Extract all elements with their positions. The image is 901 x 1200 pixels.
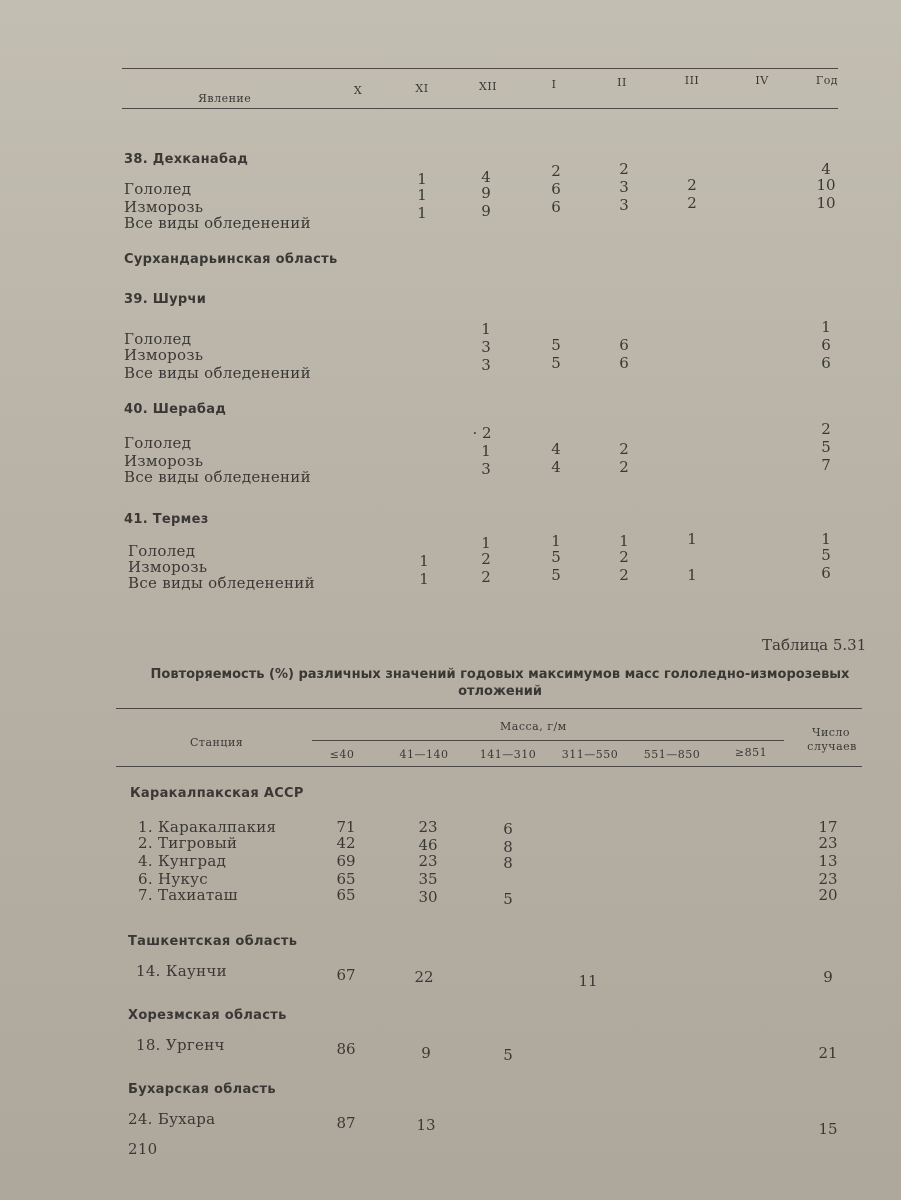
cell-value: 35 (418, 870, 438, 888)
station-title: 38. Дехканабад (124, 152, 249, 167)
cell-value: 11 (578, 972, 598, 990)
cell-value: 86 (336, 1040, 356, 1058)
cell-value: 1 (481, 442, 491, 460)
region-title: Ташкентская область (128, 934, 298, 949)
cell-value: 6 (821, 336, 831, 354)
row-label: Гололед (124, 330, 192, 348)
cell-value: 23 (818, 870, 838, 888)
cell-value: 3 (481, 338, 491, 356)
cell-value: 1 (821, 530, 831, 548)
row-label: Гололед (124, 180, 192, 198)
cell-value: 6 (551, 180, 561, 198)
cell-value: 42 (336, 834, 356, 852)
cell-value: 6 (619, 354, 629, 372)
station-title: 39. Шурчи (124, 292, 207, 307)
station-label: 2. Тигровый (138, 834, 238, 852)
row-label: Гололед (124, 434, 192, 452)
cell-value: 13 (818, 852, 838, 870)
cell-value: 4 (551, 440, 561, 458)
cell-value: 5 (821, 546, 831, 564)
cell-value: 1 (417, 186, 427, 204)
cell-value: 4 (551, 458, 561, 476)
table1-header-month-x: X (353, 84, 363, 97)
cell-value: 23 (818, 834, 838, 852)
station-title: 40. Шерабад (124, 402, 227, 417)
cell-value: 65 (336, 886, 356, 904)
cell-value: 2 (687, 176, 697, 194)
page-number: 210 (128, 1140, 158, 1158)
table2-mass-rule (312, 740, 784, 741)
cell-value: 17 (818, 818, 838, 836)
cell-value: 30 (418, 888, 438, 906)
table1-header-phenomenon: Явление (198, 92, 252, 105)
cell-value: 67 (336, 966, 356, 984)
cell-value: 21 (818, 1044, 838, 1062)
cell-value: 1 (417, 204, 427, 222)
table1-header-rule (122, 108, 838, 109)
cell-value: 23 (418, 818, 438, 836)
cell-value: 1 (687, 530, 697, 548)
region-title: Бухарская область (128, 1082, 276, 1097)
station-label: 4. Кунград (138, 852, 227, 870)
cell-value: 4 (481, 168, 491, 186)
row-label: Все виды обледенений (124, 364, 311, 382)
cell-value: 8 (503, 838, 513, 856)
cell-value: 20 (818, 886, 838, 904)
cell-value: 69 (336, 852, 356, 870)
table2-header-range: ≤40 (329, 748, 355, 761)
cell-value: 15 (818, 1120, 838, 1138)
cell-value: 9 (481, 184, 491, 202)
table-title: Повторяемость (%) различных значений годовых максимумов масс гололедно-изморозевых отложений (150, 667, 850, 699)
cell-value: 87 (336, 1114, 356, 1132)
cell-value: 1 (551, 532, 561, 550)
cell-value: 7 (821, 456, 831, 474)
cell-value: 2 (619, 548, 629, 566)
cell-value: 9 (823, 968, 833, 986)
cell-value: 9 (481, 202, 491, 220)
row-label: Изморозь (124, 198, 204, 216)
table2-header-range: ≥851 (734, 746, 768, 759)
station-label: 7. Тахиаташ (138, 886, 238, 904)
cell-value: 2 (481, 550, 491, 568)
cell-value: 1 (417, 170, 427, 188)
row-label: Изморозь (124, 346, 204, 364)
table2-header-range: 551—850 (643, 748, 701, 761)
cell-value: 2 (687, 194, 697, 212)
cell-value: 6 (821, 564, 831, 582)
cell-value: 22 (414, 968, 434, 986)
cell-value: 3 (619, 178, 629, 196)
cell-value: 5 (551, 566, 561, 584)
cell-value: 6 (619, 336, 629, 354)
region-title: Сурхандарьинская область (124, 252, 338, 267)
cell-value: 3 (481, 356, 491, 374)
table1-header-month-ii: II (617, 76, 627, 89)
cell-value: 5 (551, 548, 561, 566)
cell-value: · 2 (472, 424, 492, 442)
cell-value: 1 (687, 566, 697, 584)
row-label: Изморозь (124, 452, 204, 470)
cell-value: 2 (481, 568, 491, 586)
table2-header-rule (116, 766, 862, 767)
row-label: Все виды обледенений (124, 468, 311, 486)
table-caption: Таблица 5.31 (762, 636, 867, 654)
table1-header-year: Год (815, 74, 839, 87)
station-label: 6. Нукус (138, 870, 208, 888)
station-label: 14. Каунчи (136, 962, 227, 980)
cell-value: 4 (821, 160, 831, 178)
cell-value: 2 (551, 162, 561, 180)
table1-header-month-xii: XII (478, 80, 498, 93)
table2-header-range: 141—310 (479, 748, 537, 761)
row-label: Гололед (128, 542, 196, 560)
station-title: 41. Термез (124, 512, 209, 527)
cell-value: 6 (821, 354, 831, 372)
cell-value: 1 (419, 552, 429, 570)
cell-value: 5 (551, 336, 561, 354)
cell-value: 2 (619, 566, 629, 584)
cell-value: 8 (503, 854, 513, 872)
region-title: Каракалпакская АССР (130, 786, 304, 801)
cell-value: 5 (503, 1046, 513, 1064)
table2-header-count-line1: Число (811, 726, 851, 739)
cell-value: 5 (821, 438, 831, 456)
cell-value: 6 (503, 820, 513, 838)
cell-value: 2 (619, 440, 629, 458)
table1-top-rule (122, 68, 838, 69)
table1-header-month-iii: III (684, 74, 700, 87)
table1-header-month-i: I (551, 78, 557, 91)
table1-header-month-iv: IV (755, 74, 769, 87)
table2-header-station: Станция (190, 736, 244, 749)
station-label: 24. Бухара (128, 1110, 216, 1128)
cell-value: 71 (336, 818, 356, 836)
table1-header-month-xi: XI (415, 82, 429, 95)
table2-header-count-line2: случаев (807, 740, 857, 753)
cell-value: 46 (418, 836, 438, 854)
table2-header-range: 41—140 (399, 748, 449, 761)
cell-value: 1 (481, 320, 491, 338)
cell-value: 3 (481, 460, 491, 478)
region-title: Хорезмская область (128, 1008, 287, 1023)
station-label: 1. Каракалпакия (138, 818, 277, 836)
cell-value: 2 (619, 458, 629, 476)
cell-value: 6 (551, 198, 561, 216)
cell-value: 1 (821, 318, 831, 336)
cell-value: 9 (421, 1044, 431, 1062)
cell-value: 2 (619, 160, 629, 178)
cell-value: 5 (551, 354, 561, 372)
table2-top-rule (116, 708, 862, 709)
cell-value: 5 (503, 890, 513, 908)
cell-value: 1 (619, 532, 629, 550)
cell-value: 2 (821, 420, 831, 438)
row-label: Все виды обледенений (128, 574, 315, 592)
cell-value: 13 (416, 1116, 436, 1134)
table2-header-range: 311—550 (561, 748, 619, 761)
cell-value: 10 (816, 176, 836, 194)
station-label: 18. Ургенч (136, 1036, 225, 1054)
cell-value: 3 (619, 196, 629, 214)
cell-value: 65 (336, 870, 356, 888)
cell-value: 1 (419, 570, 429, 588)
table2-header-mass: Масса, г/м (500, 720, 567, 733)
row-label: Все виды обледенений (124, 214, 311, 232)
cell-value: 23 (418, 852, 438, 870)
cell-value: 10 (816, 194, 836, 212)
cell-value: 1 (481, 534, 491, 552)
row-label: Изморозь (128, 558, 208, 576)
